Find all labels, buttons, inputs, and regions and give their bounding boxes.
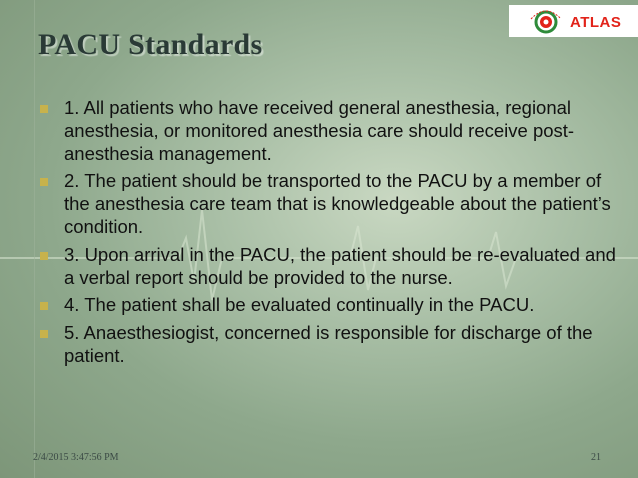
list-item: [40, 97, 630, 165]
list-item: [40, 322, 630, 368]
bullet-list: [40, 97, 630, 373]
logo-text: ATLAS: [570, 14, 622, 31]
bullet-text: 2. The patient should be transported to the PACU by a member of the anesthesia care team that is knowledgeable about the patient’s condition.: [64, 170, 611, 237]
bullet-square-icon: [40, 178, 48, 186]
bullet-square-icon: [40, 105, 48, 113]
atlas-logo-emblem-icon: [509, 5, 569, 37]
list-item: [40, 170, 630, 238]
bullet-text: 3. Upon arrival in the PACU, the patient should be re-evaluated and a verbal report should be provided to the nurse.: [64, 243, 616, 288]
left-guide-line: [34, 0, 35, 478]
bullet-text: 1. All patients who have received general anesthesia, regional anesthesia, or monitored anesthesia care should receive post-anesthesia management.: [64, 97, 575, 164]
footer-date: 2/4/2015 3:47:56 PM: [33, 452, 119, 463]
bullet-square-icon: [40, 330, 48, 338]
atlas-logo: [509, 5, 638, 37]
slide-title: PACU Standards: [38, 28, 263, 61]
bullet-square-icon: [40, 302, 48, 310]
bullet-text: 5. Anaesthesiogist, concerned is responsible for discharge of the patient.: [64, 322, 593, 366]
list-item: [40, 294, 630, 317]
page-number: 21: [591, 452, 601, 463]
bullet-square-icon: [40, 252, 48, 260]
bullet-text: 4. The patient shall be evaluated continually in the PACU.: [64, 294, 535, 316]
list-item: [40, 244, 630, 290]
